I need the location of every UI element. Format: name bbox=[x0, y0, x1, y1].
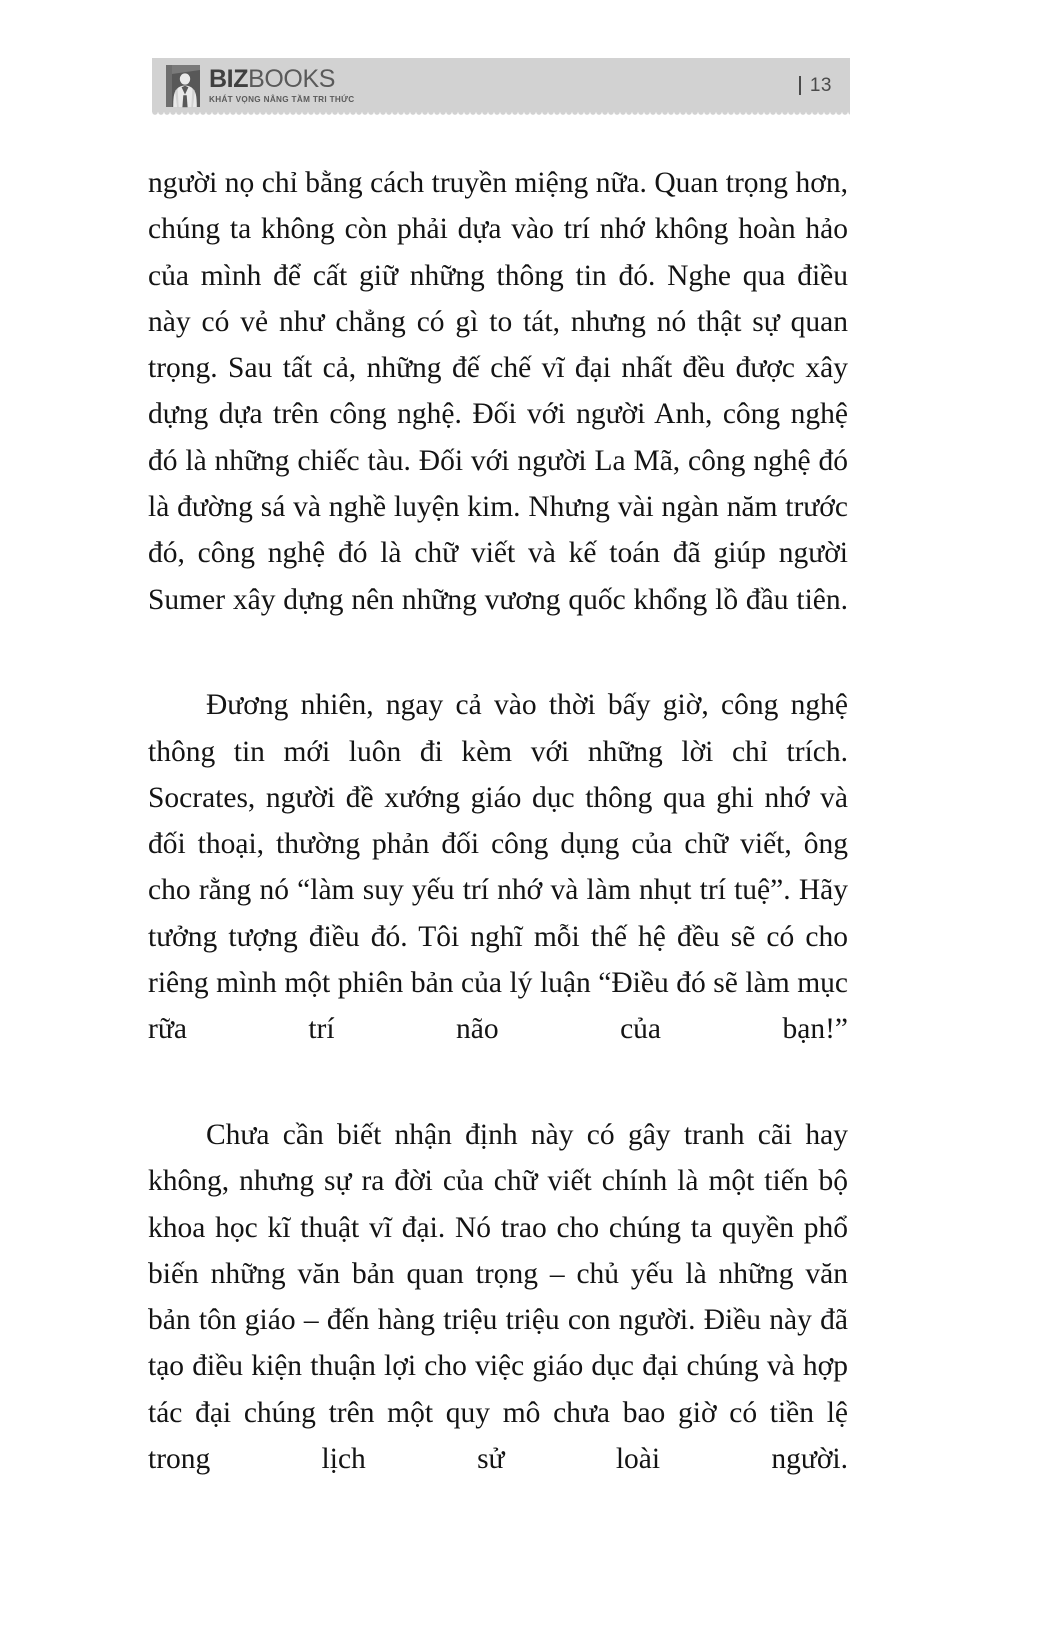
bizbooks-logo bbox=[164, 64, 361, 108]
folio-separator-icon bbox=[799, 76, 801, 95]
brand-title bbox=[209, 67, 361, 92]
page-folio bbox=[799, 76, 832, 95]
brand-wordmark bbox=[209, 64, 361, 105]
brand-title-books: BOOKS bbox=[248, 65, 335, 93]
page-body bbox=[148, 160, 848, 1529]
book-with-figure-icon bbox=[164, 64, 202, 108]
brand-tagline: KHÁT VỌNG NÂNG TẦM TRI THỨC bbox=[209, 94, 355, 104]
running-header bbox=[152, 58, 850, 112]
brand-title-biz: BIZ bbox=[209, 65, 249, 93]
paragraph-2: Đương nhiên, ngay cả vào thời bấy giờ, công nghệ thông tin mới luôn đi kèm với những lời chỉ trích. Socrates, người đề xướng giáo dục thông qua ghi nhớ và đối thoại, thường phản đối công dụng của chữ viết, ông cho rằng nó “làm suy yếu trí nhớ và làm nhụt trí tuệ”. Hãy tưởng tượng điều đó. Tôi nghĩ mỗi thế hệ đều sẽ có cho riêng mình một phiên bản của lý luận “Điều đó sẽ làm mục rữa trí não của bạn!” bbox=[148, 689, 848, 1046]
paragraph-3: Chưa cần biết nhận định này có gây tranh cãi hay không, nhưng sự ra đời của chữ viết chính là một tiến bộ khoa học kĩ thuật vĩ đại. Nó trao cho chúng ta quyền phổ biến những văn bản quan trọng – chủ yếu là những văn bản tôn giáo – đến hàng triệu triệu con người. Điều này đã tạo điều kiện thuận lợi cho việc giáo dục đại chúng và hợp tác đại chúng trên một quy mô chưa bao giờ có tiền lệ trong lịch sử loài người. bbox=[148, 1118, 848, 1476]
page-number: 13 bbox=[809, 74, 832, 96]
paragraph-1: người nọ chỉ bằng cách truyền miệng nữa. Quan trọng hơn, chúng ta không còn phải dựa vào trí nhớ không hoàn hảo của mình để cất giữ những thông tin đó. Nghe qua điều này có vẻ như chẳng có gì to tát, nhưng nó thật sự quan trọng. Sau tất cả, những đế chế vĩ đại nhất đều được xây dựng dựa trên công nghệ. Đối với người Anh, công nghệ đó là những chiếc tàu. Đối với người La Mã, công nghệ đó là đường sá và nghề luyện kim. Nhưng vài ngàn năm trước đó, công nghệ đó là chữ viết và kế toán đã giúp người Sumer xây dựng nên những vương quốc khổng lồ đầu tiên. bbox=[148, 167, 848, 616]
